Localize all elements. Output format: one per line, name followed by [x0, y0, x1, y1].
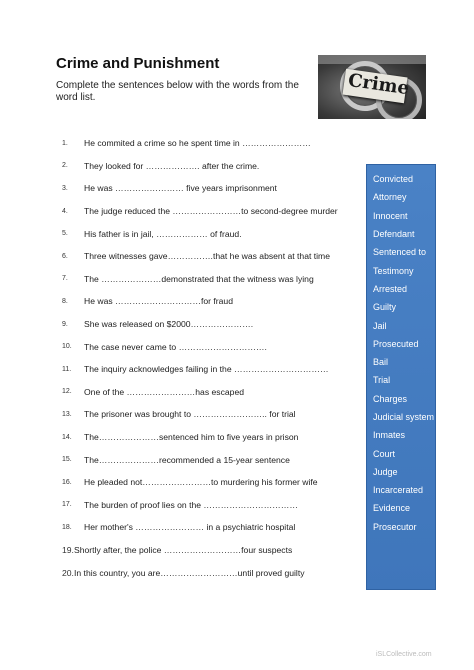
worksheet-title: Crime and Punishment: [56, 55, 220, 72]
sentence-row: 16. He pleaded not……………………to murdering his former wife: [62, 477, 318, 488]
sentence-row: 14. The…………………sentenced him to five years in prison: [62, 432, 299, 443]
word-list-item: Bail: [373, 357, 389, 368]
sentence-row: 13. The prisoner was brought to …………………….. for trial: [62, 409, 296, 420]
photo-word: Crime: [346, 69, 411, 100]
word-list-item: Trial: [373, 375, 391, 386]
word-list-item: Jail: [373, 320, 387, 331]
word-list-item: Inmates: [373, 430, 406, 441]
sentence-row: 17. The burden of proof lies on the ……………………………: [62, 499, 298, 510]
word-list-item: Judicial system: [373, 412, 435, 422]
word-list-item: Attorney: [373, 192, 407, 203]
sentence-row: 18. Her mother's …………………… in a psychiatric hospital: [62, 522, 296, 533]
word-list-item: Convicted: [373, 174, 414, 185]
sentence-row: 7. The …………………demonstrated that the witness was lying: [62, 273, 314, 284]
sentence-row: 1. He commited a crime so he spent time in ……………………: [62, 138, 311, 149]
site-watermark: iSLCollective.com: [376, 651, 432, 658]
word-list-item: Court: [373, 448, 396, 459]
sentence-row: 20. In this country, you are………………………until proved guilty: [62, 567, 305, 578]
sentence-row: 9. She was released on $2000………………….: [62, 319, 254, 330]
instructions: Complete the sentences below with the words from the word list.: [56, 80, 299, 103]
sentence-row: 4. The judge reduced the ……………………to second-degree murder: [62, 206, 338, 217]
crime-photo: [318, 55, 426, 119]
sentence-row: 11. The inquiry acknowledges failing in the ……………………………: [62, 364, 329, 375]
sentence-row: 3. He was …………………… five years imprisonment: [62, 183, 277, 194]
word-list-item: Charges: [373, 393, 408, 404]
word-list-item: Guilty: [373, 302, 397, 313]
sentence-row: 12. One of the ……………………has escaped: [62, 386, 245, 397]
word-list-item: Incarcerated: [373, 485, 424, 496]
sentence-row: 15. The…………………recommended a 15-year sentence: [62, 454, 290, 465]
word-list-item: Judge: [373, 466, 398, 477]
word-list-item: Defendant: [373, 229, 415, 240]
word-list-item: Prosecuted: [373, 338, 419, 349]
sentence-row: 8. He was …………………………for fraud: [62, 296, 233, 307]
word-list-item: Testimony: [373, 265, 414, 276]
sentence-row: 5. His father is in jail, ……………… of fraud.: [62, 228, 242, 239]
word-list-item: Innocent: [373, 210, 408, 221]
word-list-box: [366, 164, 436, 590]
sentence-row: 19. Shortly after, the police ………………………four suspects: [62, 544, 293, 555]
sentence-row: 6. Three witnesses gave…………….that he was absent at that time: [62, 251, 330, 262]
word-list-item: Evidence: [373, 503, 411, 514]
word-list-item: Prosecutor: [373, 521, 417, 532]
word-list-item: Arrested: [373, 283, 408, 294]
sentence-row: 2. They looked for ………………. after the crime.: [62, 160, 260, 171]
sentence-row: 10. The case never came to ………………………….: [62, 341, 267, 352]
sentence-list: [62, 132, 357, 584]
word-list-item: Sentenced to: [373, 247, 427, 258]
